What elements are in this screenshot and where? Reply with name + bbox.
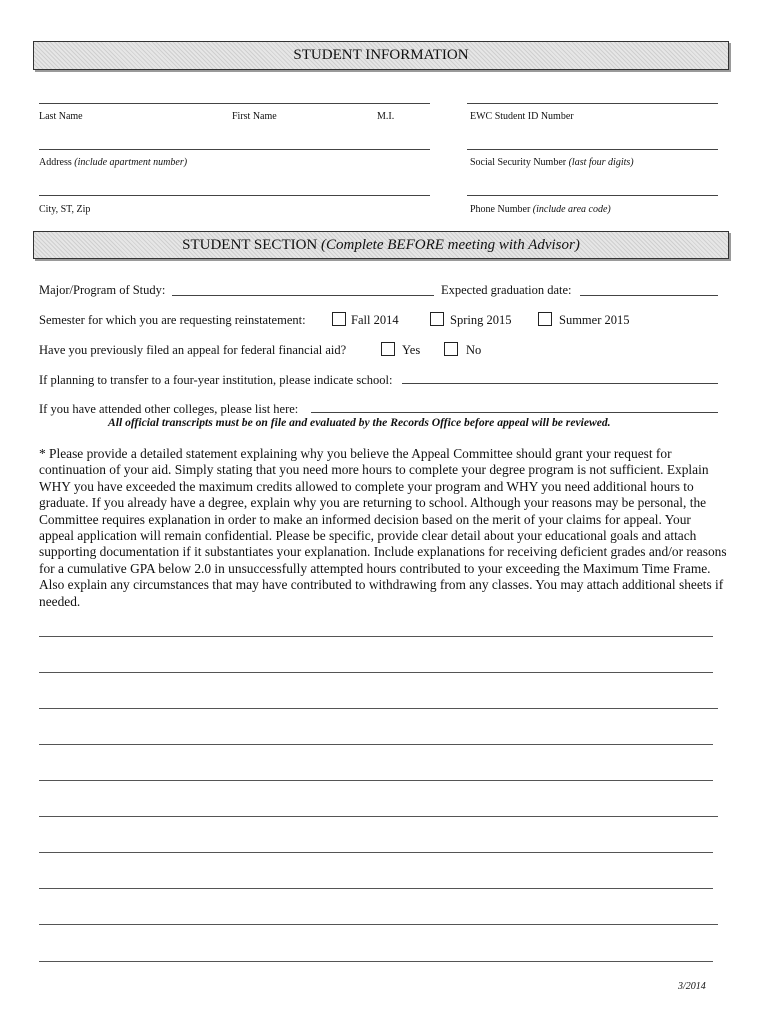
statement-line[interactable] <box>39 672 713 673</box>
ssn-line[interactable] <box>467 149 718 150</box>
transcripts-note: All official transcripts must be on file and evaluated by the Records Office before appeal will be reviewed. <box>108 416 611 429</box>
summer-2015-label: Summer 2015 <box>559 313 630 327</box>
yes-checkbox[interactable] <box>381 342 395 356</box>
address-line[interactable] <box>39 149 430 150</box>
student-section-banner <box>33 231 729 259</box>
student-section-title: STUDENT SECTION (Complete BEFORE meeting with Advisor) <box>182 236 580 253</box>
no-checkbox[interactable] <box>444 342 458 356</box>
statement-line[interactable] <box>39 636 713 637</box>
appeal-question: Have you previously filed an appeal for federal financial aid? <box>39 343 347 357</box>
city-label: City, ST, Zip <box>39 204 91 215</box>
statement-line[interactable] <box>39 961 713 962</box>
student-information-banner <box>33 41 729 70</box>
statement-instructions: * Please provide a detailed statement explaining why you believe the Appeal Committee should grant your request for continuation of your aid. Simply stating that you need more hours to complete your degree program is not sufficient. Explain WHY you have exceeded the maximum credits allowed to complete your program and WHY you need additional hours to graduate. If you already have a degree, explain why you are returning to school. Although your reasons may be personal, the Committee requires explanation in order to make an informed decision based on the merit of your claims for appeal. Your appeal application will remain confidential. Please be specific, provide clear detail about your educational goals and attach supporting documentation if it substantiates your explanation. Include explanations for receiving deficient grades and/or reasons for a cumulative GPA below 2.0 in unsuccessfully attempted hours contributed to your exceeding the Maximum Time Frame. Also explain any circumstances that may have contributed to withdrawing from any classes. You may attach additional sheets if needed. <box>39 446 727 609</box>
other-colleges-field[interactable] <box>311 412 718 413</box>
student-section-subtitle: (Complete BEFORE meeting with Advisor) <box>321 236 580 253</box>
ssn-label: Social Security Number (last four digits) <box>470 157 634 168</box>
spring-2015-label: Spring 2015 <box>450 313 512 327</box>
phone-hint: (include area code) <box>532 204 611 215</box>
graduation-field[interactable] <box>580 295 718 296</box>
fall-2014-label: Fall 2014 <box>351 313 399 327</box>
statement-line[interactable] <box>39 744 713 745</box>
ssn-hint: (last four digits) <box>568 157 634 168</box>
phone-line[interactable] <box>467 195 718 196</box>
city-line[interactable] <box>39 195 430 196</box>
spring-2015-checkbox[interactable] <box>430 312 444 326</box>
statement-line[interactable] <box>39 888 713 889</box>
statement-line[interactable] <box>39 780 713 781</box>
other-colleges-label: If you have attended other colleges, please list here: <box>39 402 299 416</box>
revision-date: 3/2014 <box>678 981 706 992</box>
statement-line[interactable] <box>39 924 718 925</box>
mi-label: M.I. <box>377 111 395 122</box>
transfer-label: If planning to transfer to a four-year institution, please indicate school: <box>39 373 393 387</box>
address-hint: (include apartment number) <box>74 157 188 168</box>
student-id-line[interactable] <box>467 103 718 104</box>
statement-line[interactable] <box>39 816 718 817</box>
yes-label: Yes <box>402 343 421 357</box>
transfer-field[interactable] <box>402 383 718 384</box>
major-label: Major/Program of Study: <box>39 283 166 297</box>
address-label: Address (include apartment number) <box>39 157 188 168</box>
semester-label: Semester for which you are requesting reinstatement: <box>39 313 306 327</box>
graduation-label: Expected graduation date: <box>441 283 572 297</box>
major-field[interactable] <box>172 295 434 296</box>
fall-2014-checkbox[interactable] <box>332 312 346 326</box>
statement-line[interactable] <box>39 708 718 709</box>
last-name-label: Last Name <box>39 111 83 122</box>
name-line[interactable] <box>39 103 430 104</box>
first-name-label: First Name <box>232 111 277 122</box>
statement-line[interactable] <box>39 852 713 853</box>
student-id-label: EWC Student ID Number <box>470 111 574 122</box>
summer-2015-checkbox[interactable] <box>538 312 552 326</box>
student-information-title: STUDENT INFORMATION <box>293 47 469 63</box>
no-label: No <box>466 343 482 357</box>
phone-label: Phone Number (include area code) <box>470 204 611 215</box>
